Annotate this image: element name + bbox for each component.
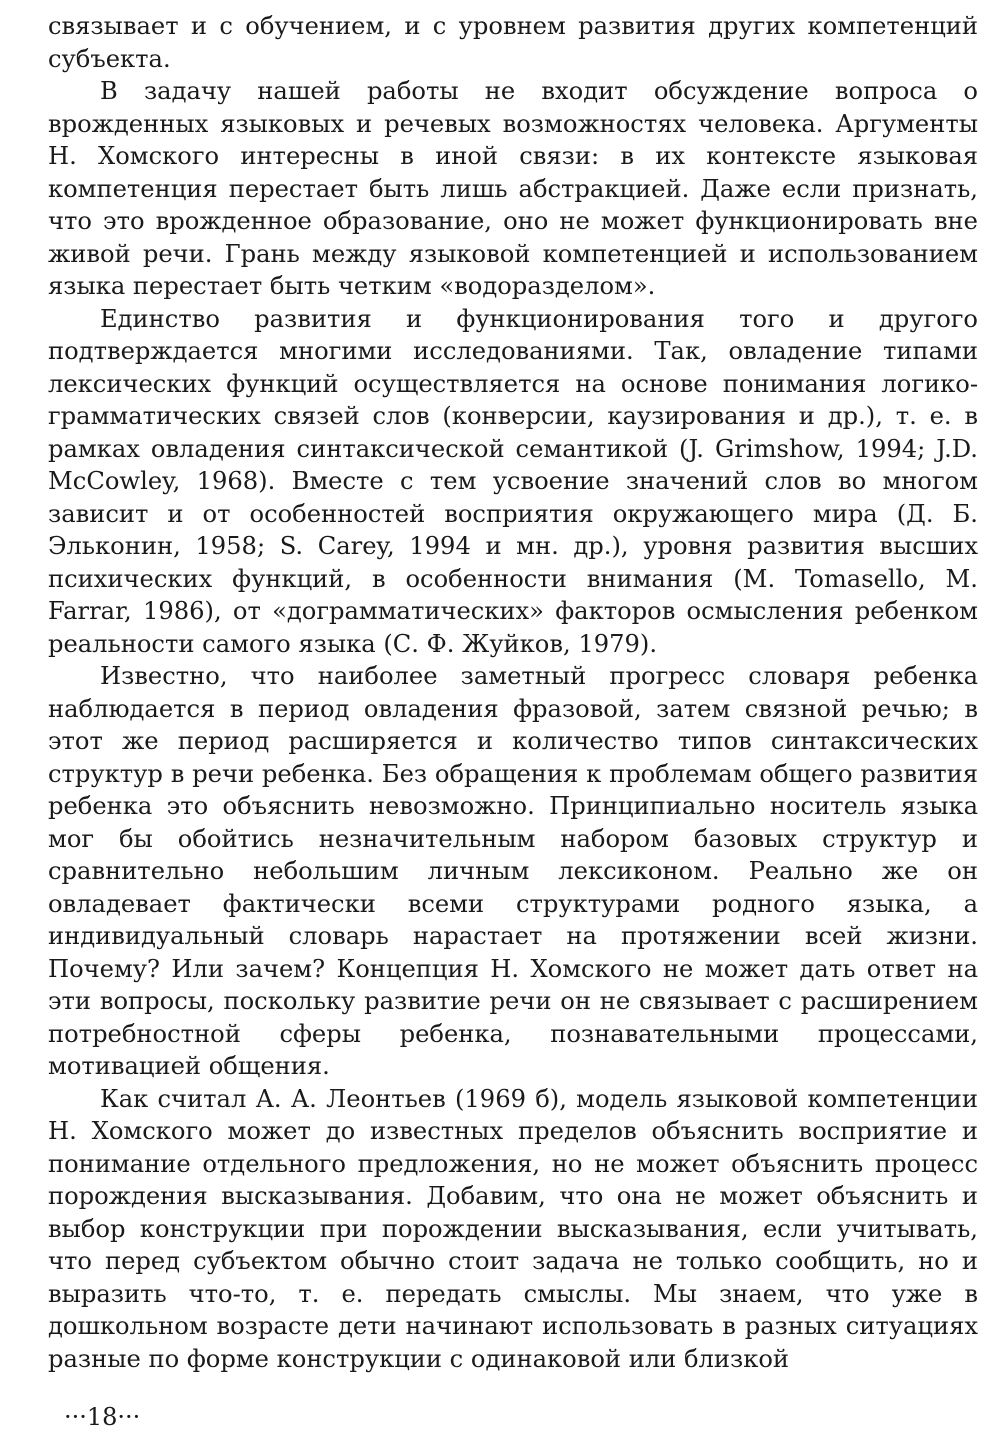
paragraph: Известно, что наиболее заметный прогресс словаря ребенка наблюдается в период овладения фразовой, затем связной речью; в этот же период расширяется и количество типов синтаксических структур в речи ребенка. Без обращения к проблемам общего развития ребенка это объяснить невозможно. Принципиально носитель языка мог бы обойтись незначительным набором базовых структур и сравнительно небольшим личным лексиконом. Реально же он овладевает фактически всеми структурами родного языка, а индивидуальный словарь нарастает на протяжении всей жизни. Почему? Или зачем? Концепция Н. Хомского не может дать ответ на эти вопросы, поскольку развитие речи он не связывает с расширением потребностной сферы ребенка, познавательными процессами, мотивацией общения.	[48, 662, 978, 1080]
page-number: ···18···	[64, 1403, 141, 1431]
body-text	[48, 10, 978, 1375]
paragraph: Единство развития и функционирования того и другого подтверждается многими исследованиями. Так, овладение типами лексических функций осуществляется на основе понимания логико-грамматических связей слов (конверсии, каузирования и др.), т. е. в рамках овладения синтаксической семантикой (J. Grimshow, 1994; J.D. McCowley, 1968). Вместе с тем усвоение значений слов во многом зависит и от особенностей восприятия окружающего мира (Д. Б. Эльконин, 1958; S. Carey, 1994 и мн. др.), уровня развития высших психических функций, в особенности внимания (M. Tomasello, M. Farrar, 1986), от «дограмматических» факторов осмысления ребенком реальности самого языка (С. Ф. Жуйков, 1979).	[48, 304, 978, 658]
paragraph: В задачу нашей работы не входит обсуждение вопроса о врожденных языковых и речевых возможностях человека. Аргументы Н. Хомского интересны в иной связи: в их контексте языковая компетенция перестает быть лишь абстракцией. Даже если признать, что это врожденное образование, оно не может функционировать вне живой речи. Грань между языковой компетенцией и использованием языка перестает быть четким «водоразделом».	[48, 77, 978, 300]
paragraph: Как считал А. А. Леонтьев (1969 б), модель языковой компетенции Н. Хомского может до известных пределов объяснить восприятие и понимание отдельного предложения, но не может объяснить процесс порождения высказывания. Добавим, что она не может объяснить и выбор конструкции при порождении высказывания, если учитывать, что перед субъектом обычно стоит задача не только сообщить, но и выразить что-то, т. е. передать смыслы. Мы знаем, что уже в дошкольном возрасте дети начинают использовать в разных ситуациях разные по форме конструкции с одинаковой или близкой	[48, 1084, 978, 1373]
paragraph-continuation: связывает и с обучением, и с уровнем развития других компетенций субъекта.	[48, 12, 978, 73]
